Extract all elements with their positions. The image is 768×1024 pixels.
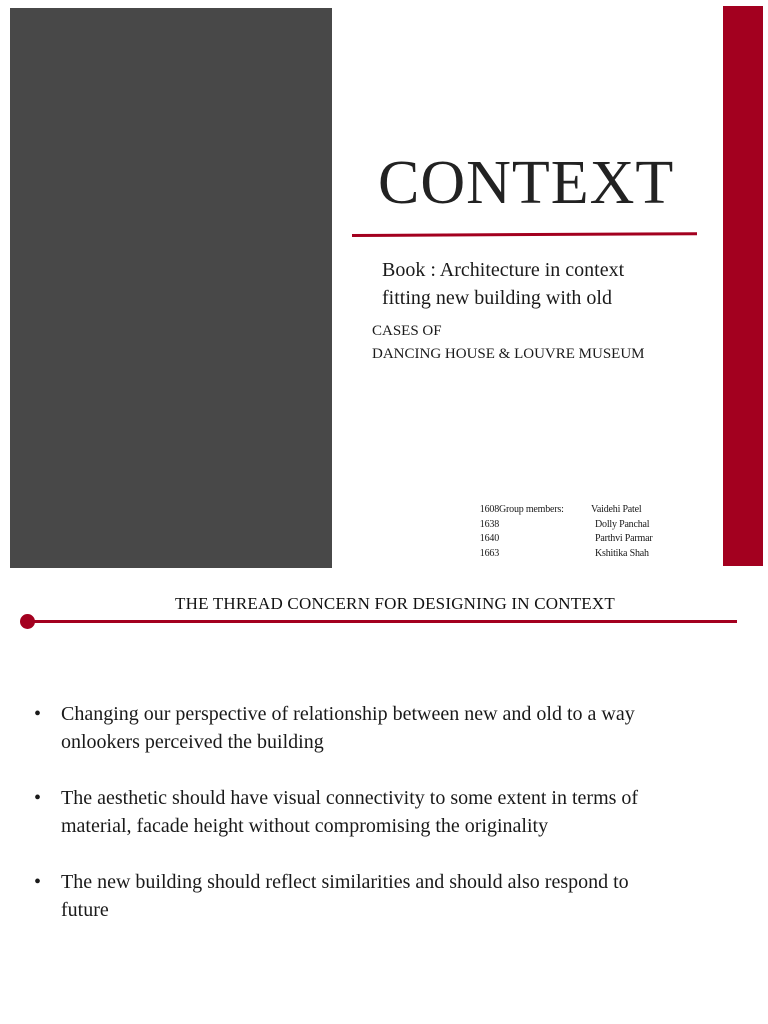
title-divider-line [28, 620, 737, 623]
member-name: Kshitika Shah [595, 547, 649, 559]
member-id: 1640 [479, 533, 499, 544]
list-item [34, 784, 754, 840]
red-side-bar [723, 6, 763, 566]
cases-line-1: CASES OF [372, 323, 442, 339]
bullet-line-1: The aesthetic should have visual connectivity to some extent in terms of [61, 787, 639, 809]
cases-subtitle [372, 320, 645, 366]
title-underline [352, 232, 697, 237]
divider-dot [20, 614, 35, 629]
member-name: Dolly Panchal [595, 518, 650, 530]
bullet-line-2: onlookers perceived the building [61, 731, 324, 753]
book-line-1: Book : Architecture in context [382, 259, 625, 281]
member-id: 1608 [479, 504, 499, 515]
book-line-2: fitting new building with old [382, 287, 612, 309]
list-item [34, 700, 754, 756]
bullet-icon: • [34, 703, 42, 725]
bullet-line-2: future [61, 899, 109, 921]
bullet-line-1: Changing our perspective of relationship between new and old to a way [61, 703, 635, 725]
bullet-icon: • [34, 787, 42, 809]
book-subtitle [382, 256, 624, 312]
member-id: 1663 [479, 547, 499, 559]
member-name: Vaidehi Patel [591, 504, 642, 515]
content-slide-title: THE THREAD CONCERN FOR DESIGNING IN CONTEXT [175, 594, 615, 613]
bullet-list [34, 700, 754, 952]
member-name: Parthvi Parmar [595, 533, 653, 544]
group-members-label: Group members: [499, 504, 564, 515]
list-item [34, 868, 754, 924]
bullet-icon: • [34, 871, 42, 893]
bullet-line-2: material, facade height without compromising the originality [61, 815, 549, 837]
member-id: 1638 [479, 518, 499, 530]
content-slide [0, 576, 768, 1024]
dark-panel [10, 8, 332, 568]
cases-line-2: DANCING HOUSE & LOUVRE MUSEUM [372, 346, 645, 362]
slide-title: CONTEXT [378, 149, 675, 217]
bullet-line-1: The new building should reflect similarities and should also respond to [61, 871, 629, 893]
